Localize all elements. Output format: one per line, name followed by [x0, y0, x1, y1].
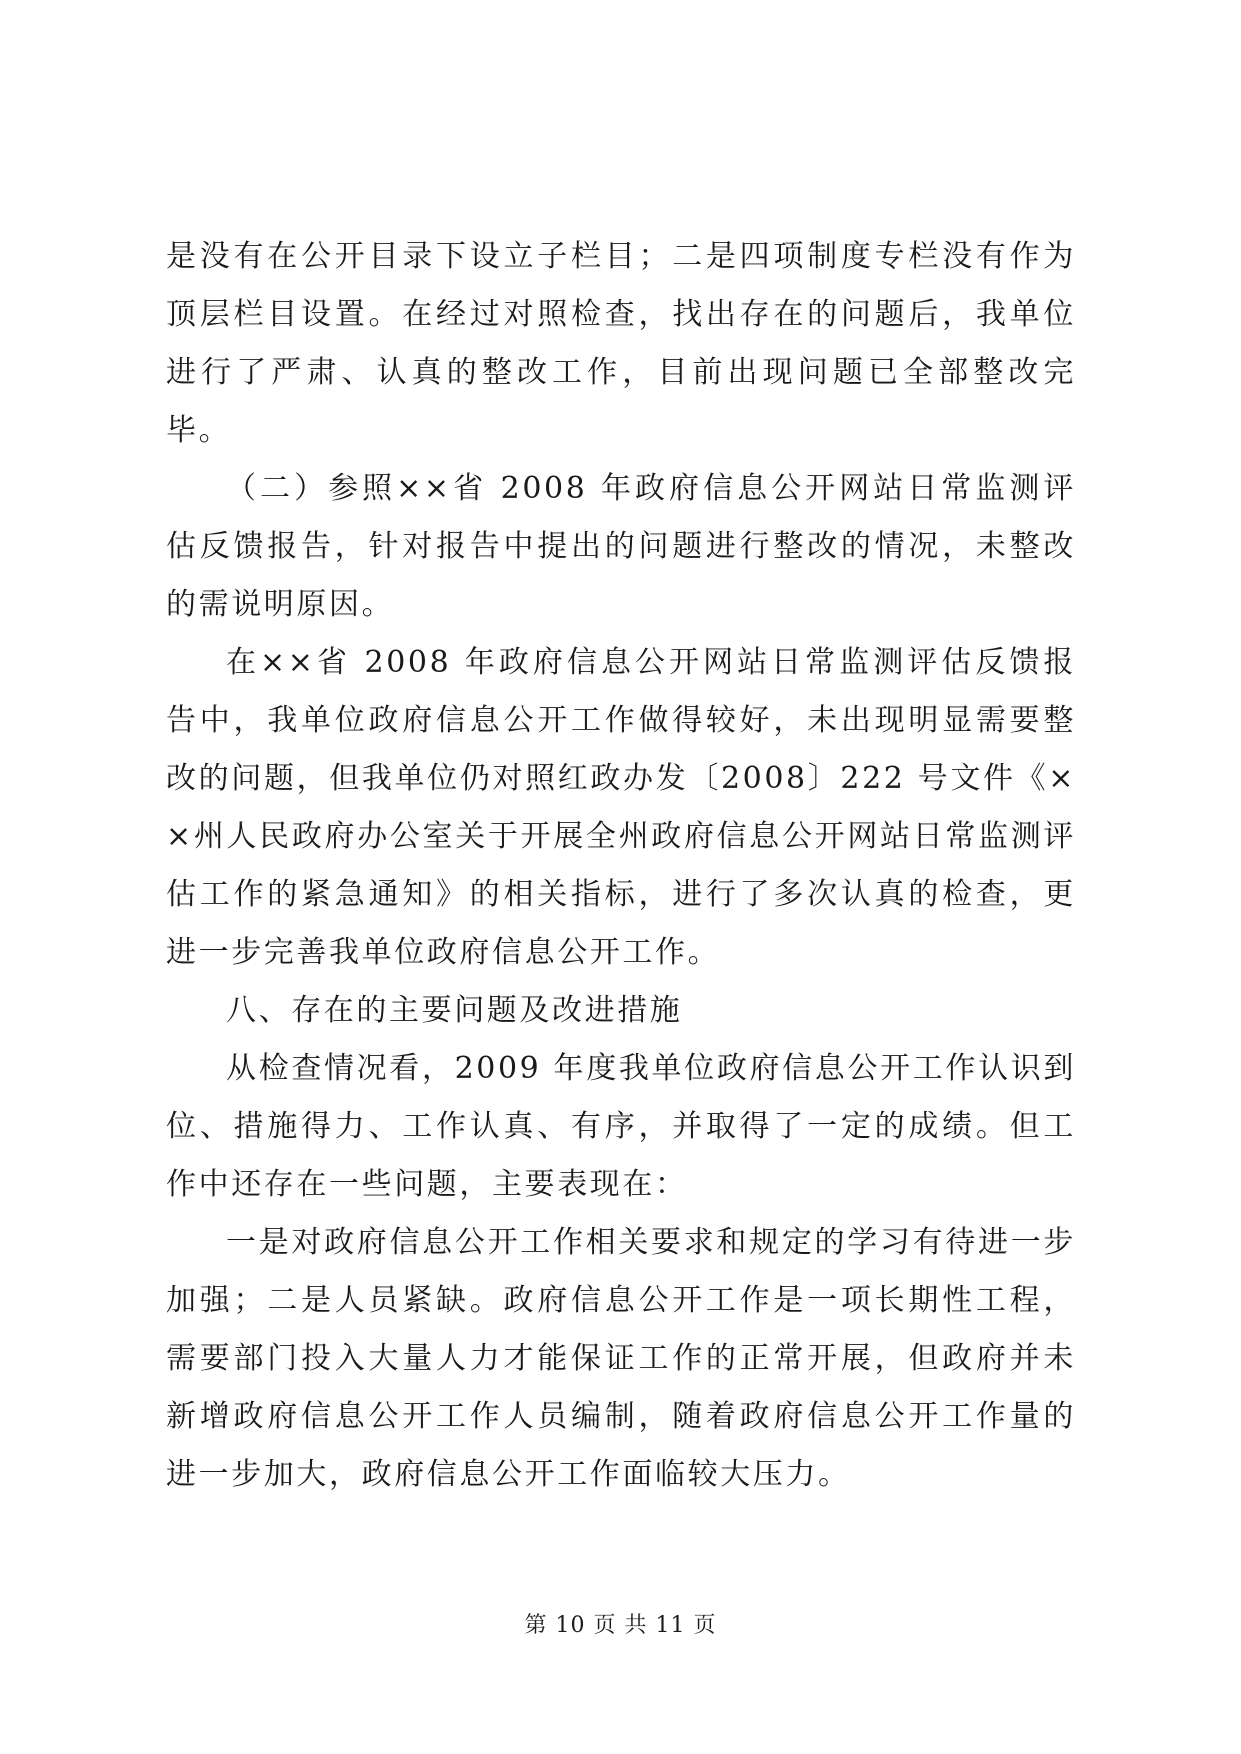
paragraph-feedback-report: 在××省 2008 年政府信息公开网站日常监测评估反馈报告中，我单位政府信息公开工作做得较好，未出现明显需要整改的问题，但我单位仍对照红政办发〔2008〕222 号文件《××州人民政府办公室关于开展全州政府信息公开网站日常监测评估工作的紧急通知》的相关指标，进行了多次认真的检查，更进一步完善我单位政府信息公开工作。 — [166, 645, 1076, 970]
paragraph-subsection-2: （二）参照××省 2008 年政府信息公开网站日常监测评估反馈报告，针对报告中提出的问题进行整改的情况，未整改的需说明原因。 — [166, 471, 1076, 622]
paragraph-problems: 一是对政府信息公开工作相关要求和规定的学习有待进一步加强；二是人员紧缺。政府信息公开工作是一项长期性工程，需要部门投入大量人力才能保证工作的正常开展，但政府并未新增政府信息公开工作人员编制，随着政府信息公开工作量的进一步加大，政府信息公开工作面临较大压力。 — [166, 1225, 1076, 1492]
paragraph-continuation: 是没有在公开目录下设立子栏目；二是四项制度专栏没有作为顶层栏目设置。在经过对照检查，找出存在的问题后，我单位进行了严肃、认真的整改工作，目前出现问题已全部整改完毕。 — [166, 239, 1076, 448]
paragraph-inspection-summary: 从检查情况看，2009 年度我单位政府信息公开工作认识到位、措施得力、工作认真、有序，并取得了一定的成绩。但工作中还存在一些问题，主要表现在： — [166, 1051, 1076, 1202]
page-number-footer: 第 10 页 共 11 页 — [524, 1613, 717, 1638]
section-heading-8: 八、存在的主要问题及改进措施 — [226, 993, 683, 1028]
document-body — [166, 228, 1076, 1504]
